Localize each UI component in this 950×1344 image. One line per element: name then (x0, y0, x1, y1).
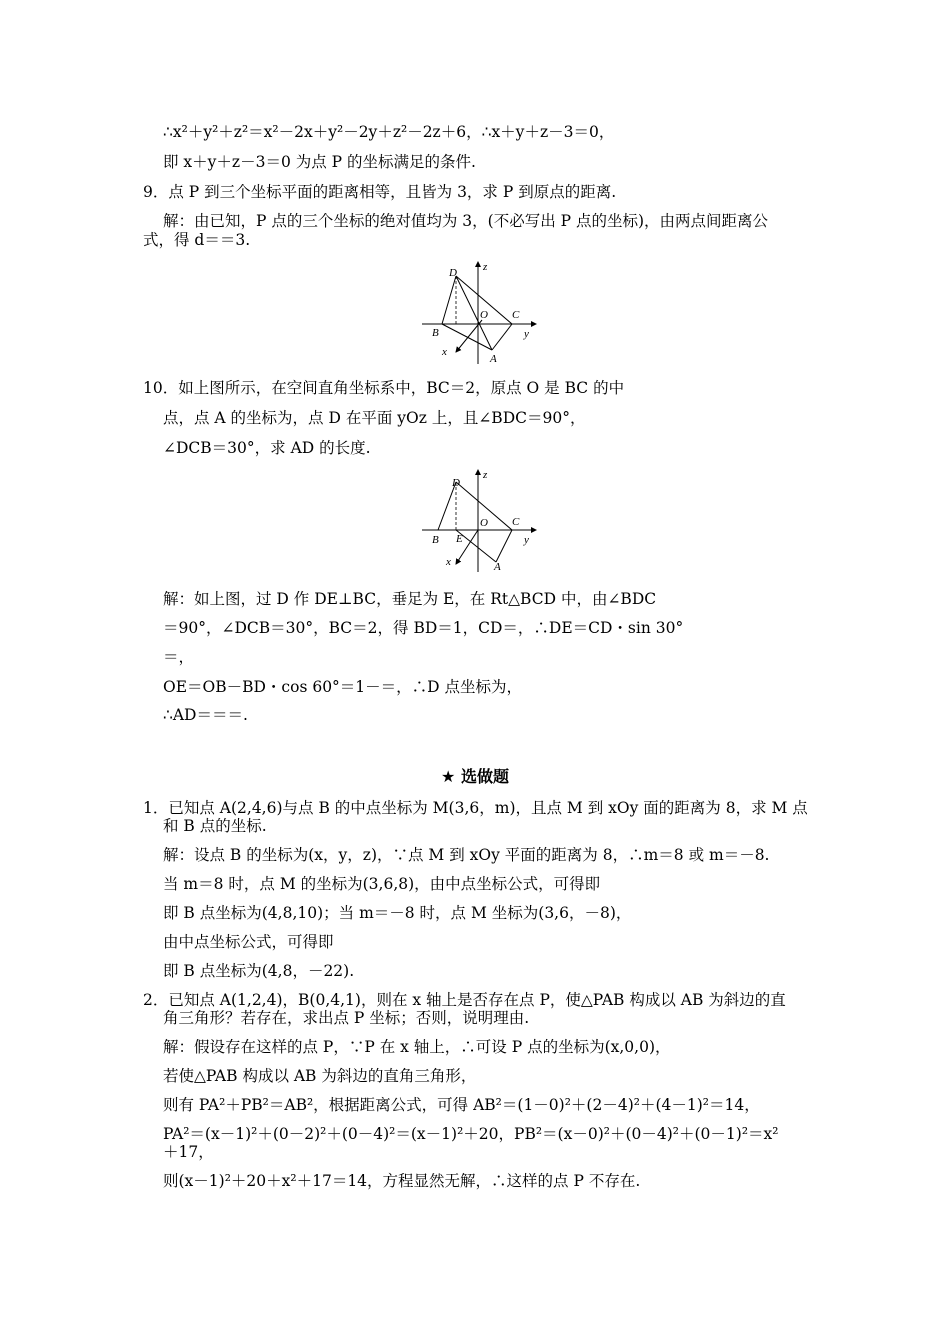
label-o: O (480, 309, 488, 321)
label-x: x (446, 556, 451, 568)
problem-9: 9．点 P 到三个坐标平面的距离相等，且皆为 3，求 P 到原点的距离. (143, 183, 617, 201)
text-line: 解：设点 B 的坐标为(x，y，z)，∵点 M 到 xOy 平面的距离为 8，∴m＝8 或 m＝－8. (163, 846, 770, 864)
text-line: ∴x²＋y²＋z²＝x²－2x＋y²－2y＋z²－2z＋6，∴x＋y＋z－3＝0， (163, 123, 615, 141)
edge-bd (438, 482, 456, 530)
text-line: OE＝OB－BD・cos 60°＝1－＝，∴D 点坐标为， (163, 678, 523, 696)
problem-10: 10．如上图所示，在空间直角坐标系中，BC＝2，原点 O 是 BC 的中 (143, 379, 625, 397)
label-d: D (449, 267, 457, 279)
text-line: ＝90°，∠DCB＝30°，BC＝2，得 BD＝1，CD＝，∴DE＝CD・sin 30° (163, 619, 684, 637)
label-c: C (512, 309, 520, 321)
text-line: 即 B 点坐标为(4,8，－22). (163, 962, 355, 980)
text-line: PA²＝(x－1)²＋(0－2)²＋(0－4)²＝(x－1)²＋20，PB²＝(x－0)²＋(0－4)²＋(0－1)²＝x² (163, 1125, 779, 1143)
text-line: 即 x＋y＋z－3＝0 为点 P 的坐标满足的条件. (163, 153, 476, 171)
label-d: D (452, 477, 460, 489)
figure-2 (420, 466, 540, 576)
label-y: y (524, 534, 529, 546)
text-line: 即 B 点坐标为(4,8,10)；当 m＝－8 时，点 M 坐标为(3,6，－8)， (163, 904, 632, 922)
text-line: 若使△PAB 构成以 AB 为斜边的直角三角形， (163, 1067, 477, 1085)
extra-problem-2: 2．已知点 A(1,2,4)，B(0,4,1)，则在 x 轴上是否存在点 P，使△PAB 构成以 AB 为斜边的直 (143, 991, 786, 1009)
text-line: 和 B 点的坐标. (163, 817, 267, 835)
text-line: 点，点 A 的坐标为，点 D 在平面 yOz 上，且∠BDC＝90°， (163, 409, 586, 427)
text-line: 解：假设存在这样的点 P，∵P 在 x 轴上，∴可设 P 点的坐标为(x,0,0)， (163, 1038, 671, 1056)
text-line: ＋17， (163, 1143, 214, 1161)
label-z: z (483, 469, 488, 481)
label-z: z (483, 261, 488, 273)
label-a: A (490, 353, 497, 365)
label-a: A (494, 561, 501, 573)
label-o: O (480, 517, 488, 529)
figure-1 (420, 258, 540, 368)
text-line: 则有 PA²＋PB²＝AB²，根据距离公式，可得 AB²＝(1－0)²＋(2－4)²＋(4－1)²＝14， (163, 1096, 760, 1114)
text-line: 角三角形？若存在，求出点 P 坐标；否则，说明理由. (163, 1009, 530, 1027)
section-heading: ★ 选做题 (441, 767, 509, 786)
edge-bd (442, 276, 456, 324)
text-line: 解：由已知，P 点的三个坐标的绝对值均为 3，(不必写出 P 点的坐标)，由两点间距离公 (163, 212, 769, 230)
text-line: 则(x－1)²＋20＋x²＋17＝14，方程显然无解，∴这样的点 P 不存在. (163, 1172, 641, 1190)
label-e: E (456, 533, 463, 545)
edge-ca (492, 324, 512, 350)
label-b: B (432, 327, 439, 339)
edge-ba (442, 324, 492, 350)
label-b: B (432, 534, 439, 546)
label-c: C (512, 516, 520, 528)
text-line: 式，得 d＝＝3. (143, 231, 251, 249)
extra-problem-1: 1．已知点 A(2,4,6)与点 B 的中点坐标为 M(3,6，m)，且点 M 到 xOy 面的距离为 8，求 M 点 (143, 799, 808, 817)
text-line: 由中点坐标公式，可得即 (163, 933, 334, 951)
text-line: ∠DCB＝30°，求 AD 的长度. (163, 439, 371, 457)
label-y: y (524, 328, 529, 340)
text-line: ＝， (163, 648, 195, 666)
label-x: x (442, 346, 447, 358)
text-line: 解：如上图，过 D 作 DE⊥BC，垂足为 E，在 Rt△BCD 中，由∠BDC (163, 590, 657, 608)
edge-ca (496, 530, 512, 562)
text-line: 当 m＝8 时，点 M 的坐标为(3,6,8)，由中点坐标公式，可得即 (163, 875, 601, 893)
text-line: ∴AD＝＝＝. (163, 706, 248, 724)
